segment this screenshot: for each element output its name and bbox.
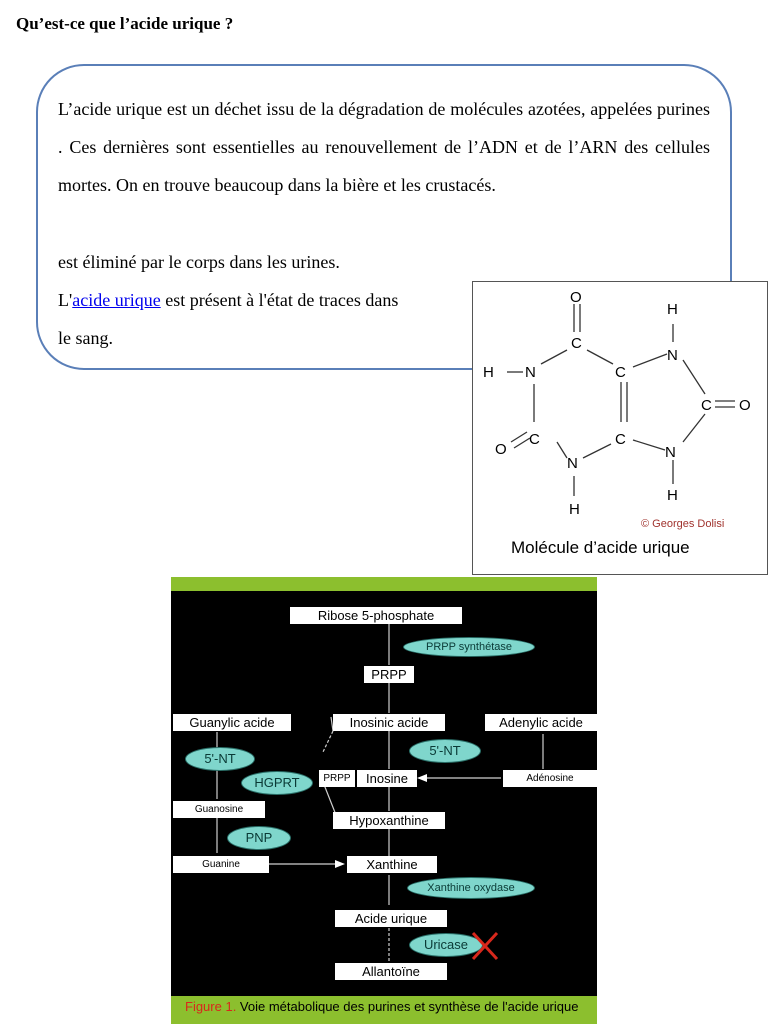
node-guanylic: Guanylic acide xyxy=(173,714,291,731)
atom-o-left: O xyxy=(495,441,507,458)
node-prpp: PRPP xyxy=(364,666,414,683)
enzyme-xanthine-oxydase: Xanthine oxydase xyxy=(407,877,535,899)
line-sang: le sang. xyxy=(58,328,113,348)
molecule-structure xyxy=(473,282,768,576)
atom-c-mid-bottom: C xyxy=(615,431,626,448)
atom-h-bottom-right: H xyxy=(667,487,678,504)
line-traces-suffix: est présent à l'état de traces dans xyxy=(160,290,399,310)
atom-n-bottom: N xyxy=(567,455,578,472)
purine-pathway-figure xyxy=(171,577,597,1024)
node-inosinic: Inosinic acide xyxy=(333,714,445,731)
atom-h-left: H xyxy=(483,364,494,381)
atom-c-top: C xyxy=(571,335,582,352)
node-allantoine: Allantoïne xyxy=(335,963,447,980)
enzyme-hgprt: HGPRT xyxy=(241,771,313,795)
atom-h-top: H xyxy=(667,301,678,318)
atom-n-left: N xyxy=(525,364,536,381)
atom-n-bottom-right: N xyxy=(665,444,676,461)
node-hypoxanthine: Hypoxanthine xyxy=(333,812,445,829)
figure-caption xyxy=(171,996,597,1024)
uricase-inhibited-cross xyxy=(171,577,597,1024)
atom-o-top: O xyxy=(570,289,582,306)
enzyme-pnp: PNP xyxy=(227,826,291,850)
atom-c-mid-top: C xyxy=(615,364,626,381)
atom-c-right: C xyxy=(701,397,712,414)
figure-caption-text: Voie métabolique des purines et synthèse de l'acide urique xyxy=(236,999,579,1014)
paragraph-purines: L’acide urique est un déchet issu de la dégradation de molécules azotées, appelées purines . Ces dernières sont essentielles au renouvellement de l’ADN et de l’ARN des cellules mortes. On en trouve beaucoup dans la bière et les crustacés. xyxy=(58,99,710,195)
enzyme-prpp-synthetase: PRPP synthétase xyxy=(403,637,535,657)
uric-acid-molecule-figure xyxy=(472,281,768,575)
node-guanine: Guanine xyxy=(173,856,269,873)
atom-c-left-bottom: C xyxy=(529,431,540,448)
acide-urique-link[interactable]: acide urique xyxy=(72,290,161,310)
node-acide-urique: Acide urique xyxy=(335,910,447,927)
enzyme-5nt-left: 5'-NT xyxy=(185,747,255,771)
node-prpp-small: PRPP xyxy=(319,770,355,787)
node-xanthine: Xanthine xyxy=(347,856,437,873)
node-guanosine: Guanosine xyxy=(173,801,265,818)
molecule-caption: Molécule d’acide urique xyxy=(511,538,690,557)
line-traces-prefix: L' xyxy=(58,290,73,310)
node-ribose: Ribose 5-phosphate xyxy=(290,607,462,624)
molecule-credit: © Georges Dolisi xyxy=(641,518,725,530)
node-inosine: Inosine xyxy=(357,770,417,787)
line-traces xyxy=(58,290,398,311)
node-adenosine: Adénosine xyxy=(503,770,597,787)
line-elimination: est éliminé par le corps dans les urines. xyxy=(58,252,340,272)
atom-o-right: O xyxy=(739,397,751,414)
atom-n-top-right: N xyxy=(667,347,678,364)
page-heading: Qu’est-ce que l’acide urique ? xyxy=(16,14,234,33)
atom-h-bottom: H xyxy=(569,501,580,518)
figure-number: Figure 1. xyxy=(185,999,237,1014)
node-adenylic: Adenylic acide xyxy=(485,714,597,731)
enzyme-5nt-right: 5'-NT xyxy=(409,739,481,763)
enzyme-uricase: Uricase xyxy=(409,933,483,957)
